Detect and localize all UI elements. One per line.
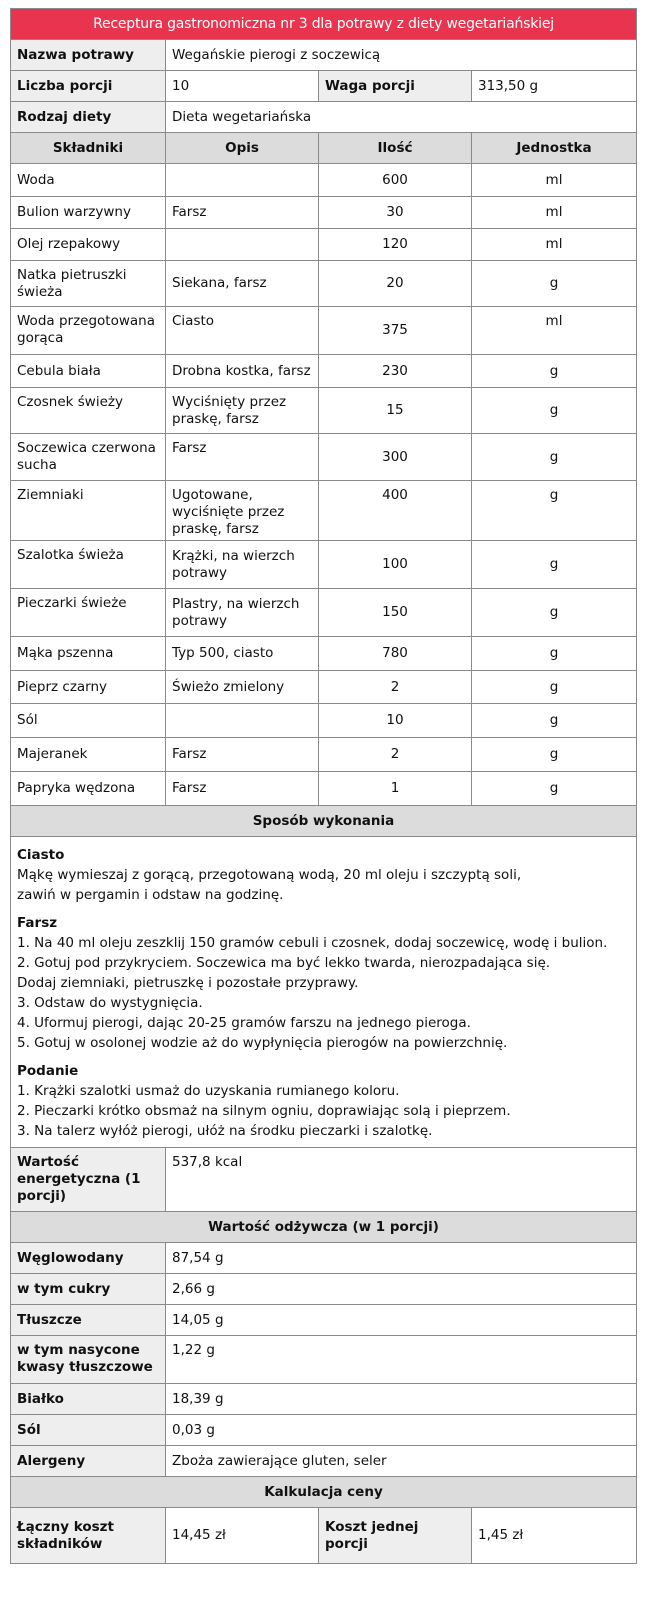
ingredient-unit: g — [472, 671, 637, 704]
ingredient-row — [11, 589, 637, 637]
energy-row — [11, 1148, 637, 1212]
ingredient-qty: 15 — [319, 388, 472, 434]
ingredient-name: Woda — [11, 164, 166, 197]
ingredient-desc: Ciasto — [166, 307, 319, 355]
ingredient-desc: Świeżo zmielony — [166, 671, 319, 704]
ingredient-row — [11, 197, 637, 229]
method-body — [11, 837, 637, 1148]
nutrition-row — [11, 1274, 637, 1305]
ingredient-name: Sól — [11, 704, 166, 738]
diet-label: Rodzaj diety — [11, 102, 166, 133]
nutrition-row — [11, 1336, 637, 1384]
nutrition-label: Sól — [11, 1415, 166, 1446]
ingredient-desc: Drobna kostka, farsz — [166, 355, 319, 388]
ingredient-unit: g — [472, 637, 637, 671]
recipe-title: Receptura gastronomiczna nr 3 dla potrawy z diety wegetariańskiej — [11, 9, 637, 40]
nutrition-header: Wartość odżywcza (w 1 porcji) — [11, 1212, 637, 1243]
ingredient-desc — [166, 164, 319, 197]
total-cost-label: Łączny koszt składników — [11, 1508, 166, 1564]
ingredient-qty: 150 — [319, 589, 472, 637]
ingredient-row — [11, 481, 637, 541]
nutrition-value: 1,22 g — [166, 1336, 637, 1384]
ingredient-unit: ml — [472, 164, 637, 197]
method-line: 3. Na talerz wyłóż pierogi, ułóż na środku pieczarki i szalotkę. — [17, 1123, 433, 1139]
ingredient-desc: Farsz — [166, 738, 319, 772]
ingredients-header-row — [11, 133, 637, 164]
ingredient-desc: Farsz — [166, 434, 319, 481]
nutrition-row — [11, 1305, 637, 1336]
nutrition-row — [11, 1384, 637, 1415]
ingredient-unit: g — [472, 481, 637, 541]
ingredient-unit: g — [472, 434, 637, 481]
cost-header-row — [11, 1477, 637, 1508]
method-header: Sposób wykonania — [11, 806, 637, 837]
diet-value: Dieta wegetariańska — [166, 102, 637, 133]
title-row — [11, 9, 637, 40]
ingredient-unit: g — [472, 589, 637, 637]
nutrition-value: 18,39 g — [166, 1384, 637, 1415]
ingredient-qty: 2 — [319, 738, 472, 772]
ingredient-desc: Ugotowane, wyciśnięte przez praskę, farsz — [166, 481, 319, 541]
method-section-title: Podanie — [17, 1063, 79, 1079]
ingredient-row — [11, 355, 637, 388]
ingredient-desc: Typ 500, ciasto — [166, 637, 319, 671]
cost-row — [11, 1508, 637, 1564]
ingredients-header-desc: Opis — [166, 133, 319, 164]
method-line: 1. Krążki szalotki usmaż do uzyskania rumianego koloru. — [17, 1083, 400, 1099]
diet-row — [11, 102, 637, 133]
ingredient-name: Pieprz czarny — [11, 671, 166, 704]
nutrition-label: w tym cukry — [11, 1274, 166, 1305]
ingredient-qty: 120 — [319, 229, 472, 261]
method-line: Mąkę wymieszaj z gorącą, przegotowaną wodą, 20 ml oleju i szczyptą soli, — [17, 867, 522, 883]
ingredient-qty: 780 — [319, 637, 472, 671]
ingredient-name: Olej rzepakowy — [11, 229, 166, 261]
energy-value: 537,8 kcal — [166, 1148, 637, 1212]
nutrition-label: Tłuszcze — [11, 1305, 166, 1336]
ingredient-unit: g — [472, 541, 637, 589]
energy-label: Wartość energetyczna (1 porcji) — [11, 1148, 166, 1212]
ingredient-name: Natka pietruszki świeża — [11, 261, 166, 307]
ingredient-row — [11, 307, 637, 355]
nutrition-value: 0,03 g — [166, 1415, 637, 1446]
ingredient-row — [11, 637, 637, 671]
cost-header: Kalkulacja ceny — [11, 1477, 637, 1508]
nutrition-header-row — [11, 1212, 637, 1243]
method-section-filling — [17, 913, 630, 1053]
nutrition-label: w tym nasycone kwasy tłuszczowe — [11, 1336, 166, 1384]
ingredient-unit: ml — [472, 307, 637, 355]
method-line: 2. Pieczarki krótko obsmaż na silnym ogniu, doprawiając solą i pieprzem. — [17, 1103, 511, 1119]
nutrition-row — [11, 1415, 637, 1446]
ingredient-row — [11, 388, 637, 434]
ingredient-row — [11, 671, 637, 704]
weight-value: 313,50 g — [472, 71, 637, 102]
ingredient-desc: Farsz — [166, 197, 319, 229]
portions-label: Liczba porcji — [11, 71, 166, 102]
ingredient-name: Szalotka świeża — [11, 541, 166, 589]
ingredient-unit: ml — [472, 197, 637, 229]
ingredient-qty: 600 — [319, 164, 472, 197]
ingredients-header-unit: Jednostka — [472, 133, 637, 164]
ingredient-name: Bulion warzywny — [11, 197, 166, 229]
ingredients-header-name: Składniki — [11, 133, 166, 164]
nutrition-row — [11, 1446, 637, 1477]
nutrition-label: Węglowodany — [11, 1243, 166, 1274]
nutrition-row — [11, 1243, 637, 1274]
recipe-table — [10, 8, 637, 1564]
ingredient-row — [11, 541, 637, 589]
ingredient-name: Czosnek świeży — [11, 388, 166, 434]
method-line: 3. Odstaw do wystygnięcia. — [17, 995, 203, 1011]
ingredient-row — [11, 229, 637, 261]
ingredient-row — [11, 772, 637, 806]
name-label: Nazwa potrawy — [11, 40, 166, 71]
allergens-label: Alergeny — [11, 1446, 166, 1477]
ingredient-name: Woda przegotowana gorąca — [11, 307, 166, 355]
ingredient-row — [11, 164, 637, 197]
ingredient-qty: 230 — [319, 355, 472, 388]
ingredient-name: Pieczarki świeże — [11, 589, 166, 637]
ingredient-unit: g — [472, 738, 637, 772]
method-section-title: Farsz — [17, 915, 58, 931]
ingredient-name: Soczewica czerwona sucha — [11, 434, 166, 481]
method-section-serving — [17, 1061, 630, 1141]
nutrition-value: 87,54 g — [166, 1243, 637, 1274]
ingredient-desc — [166, 229, 319, 261]
portions-row — [11, 71, 637, 102]
ingredient-qty: 375 — [319, 307, 472, 355]
ingredient-desc: Siekana, farsz — [166, 261, 319, 307]
ingredient-qty: 100 — [319, 541, 472, 589]
ingredient-unit: g — [472, 355, 637, 388]
total-cost-value: 14,45 zł — [166, 1508, 319, 1564]
portions-value: 10 — [166, 71, 319, 102]
method-section-title: Ciasto — [17, 847, 65, 863]
ingredient-unit: ml — [472, 229, 637, 261]
ingredient-desc: Krążki, na wierzch potrawy — [166, 541, 319, 589]
ingredient-unit: g — [472, 772, 637, 806]
method-row — [11, 837, 637, 1148]
ingredient-name: Mąka pszenna — [11, 637, 166, 671]
ingredient-desc: Farsz — [166, 772, 319, 806]
ingredient-qty: 300 — [319, 434, 472, 481]
ingredient-qty: 1 — [319, 772, 472, 806]
name-row — [11, 40, 637, 71]
ingredient-desc: Wyciśnięty przez praskę, farsz — [166, 388, 319, 434]
method-line: 1. Na 40 ml oleju zeszklij 150 gramów cebuli i czosnek, dodaj soczewicę, wodę i bulion. — [17, 935, 608, 951]
ingredient-qty: 20 — [319, 261, 472, 307]
ingredient-name: Majeranek — [11, 738, 166, 772]
method-line: Dodaj ziemniaki, pietruszkę i pozostałe przyprawy. — [17, 975, 359, 991]
nutrition-label: Białko — [11, 1384, 166, 1415]
ingredient-unit: g — [472, 388, 637, 434]
portion-cost-value: 1,45 zł — [472, 1508, 637, 1564]
ingredient-desc: Plastry, na wierzch potrawy — [166, 589, 319, 637]
method-line: 5. Gotuj w osolonej wodzie aż do wypłynięcia pierogów na powierzchnię. — [17, 1035, 508, 1051]
ingredient-unit: g — [472, 704, 637, 738]
ingredient-name: Papryka wędzona — [11, 772, 166, 806]
method-header-row — [11, 806, 637, 837]
allergens-value: Zboża zawierające gluten, seler — [166, 1446, 637, 1477]
method-line: zawiń w pergamin i odstaw na godzinę. — [17, 887, 284, 903]
ingredient-unit: g — [472, 261, 637, 307]
ingredient-row — [11, 738, 637, 772]
ingredient-desc — [166, 704, 319, 738]
ingredient-row — [11, 434, 637, 481]
ingredient-name: Ziemniaki — [11, 481, 166, 541]
nutrition-value: 2,66 g — [166, 1274, 637, 1305]
ingredient-qty: 30 — [319, 197, 472, 229]
weight-label: Waga porcji — [319, 71, 472, 102]
ingredient-name: Cebula biała — [11, 355, 166, 388]
ingredient-row — [11, 704, 637, 738]
name-value: Wegańskie pierogi z soczewicą — [166, 40, 637, 71]
recipe-card — [10, 8, 636, 1564]
ingredient-qty: 2 — [319, 671, 472, 704]
method-section-dough — [17, 845, 630, 905]
ingredient-qty: 10 — [319, 704, 472, 738]
method-line: 2. Gotuj pod przykryciem. Soczewica ma być lekko twarda, nierozpadająca się. — [17, 955, 551, 971]
ingredient-row — [11, 261, 637, 307]
ingredients-header-qty: Ilość — [319, 133, 472, 164]
ingredient-qty: 400 — [319, 481, 472, 541]
method-line: 4. Uformuj pierogi, dając 20-25 gramów farszu na jednego pieroga. — [17, 1015, 471, 1031]
nutrition-value: 14,05 g — [166, 1305, 637, 1336]
portion-cost-label: Koszt jednej porcji — [319, 1508, 472, 1564]
